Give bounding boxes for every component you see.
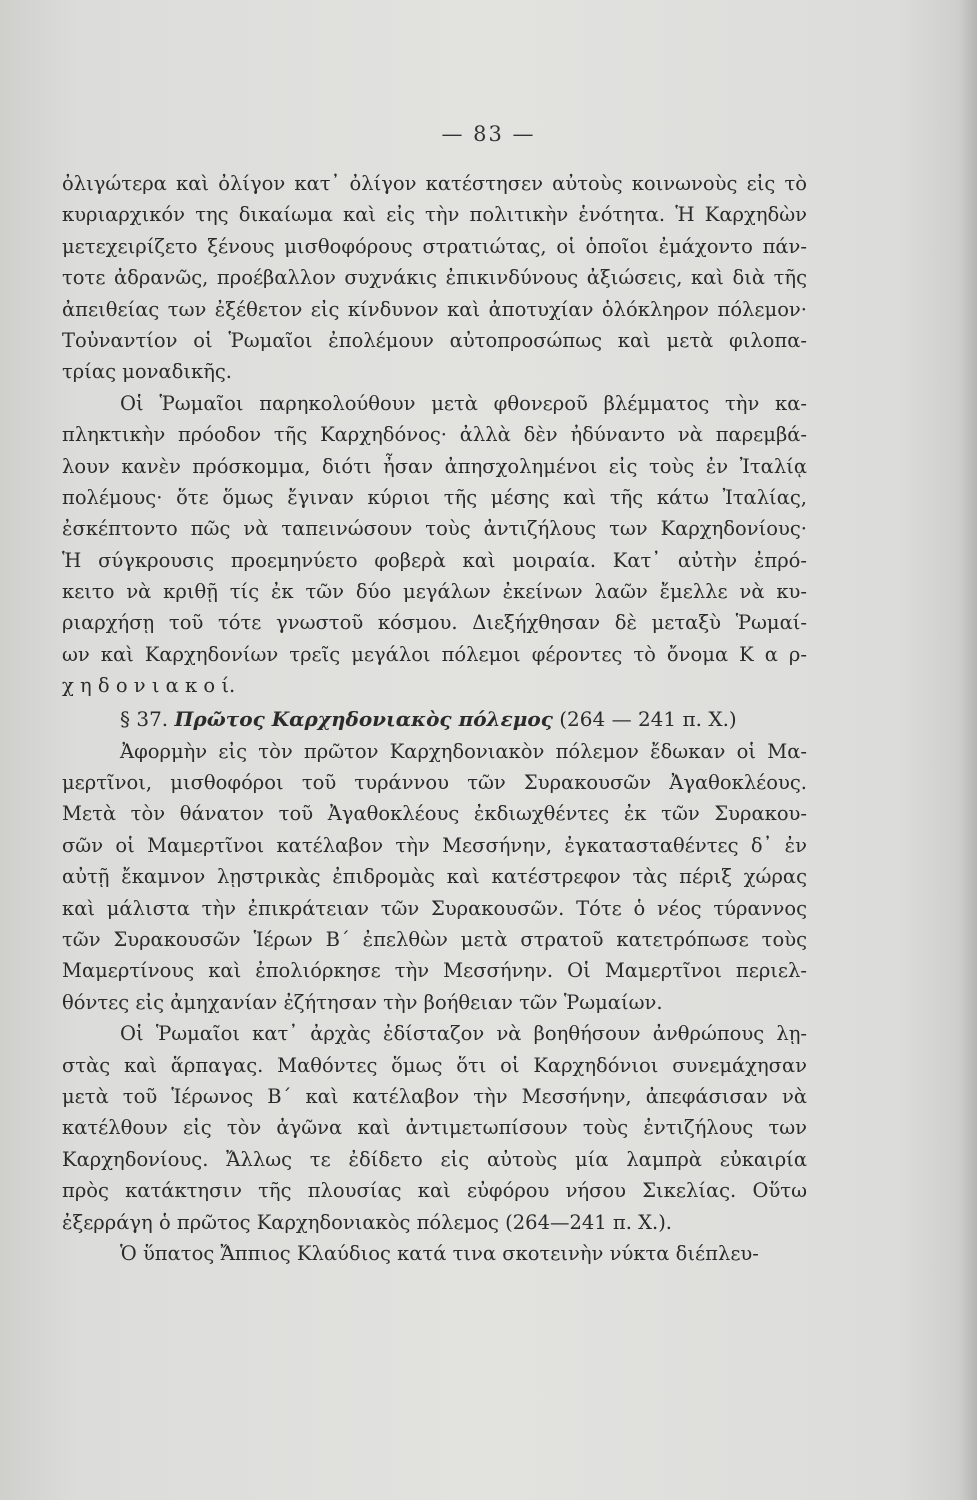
text-line: Οἱ Ῥωμαῖοι παρηκολούθουν μετὰ φθονεροῦ βλέμματος τὴν κα- (120, 391, 807, 415)
text-line: κατέλθουν εἰς τὸν ἀγῶνα καὶ ἀντιμετωπίσουν τοὺς ἐντιζήλους των (62, 1116, 807, 1140)
page-text (62, 168, 807, 1269)
text-line: ἐσκέπτοντο πῶς νὰ ταπεινώσουν τοὺς ἀντιζήλους των Καρχηδονίους· (62, 517, 807, 541)
text-line: μετὰ τοῦ Ἱέρωνος Β΄ καὶ κατέλαβον τὴν Μεσσήνην, ἀπεφάσισαν νὰ (62, 1084, 807, 1108)
text-line: ἀπειθείας των ἐξέθετον εἰς κίνδυνον καὶ ἀποτυχίαν ὁλόκληρον πόλεμον· (62, 297, 807, 321)
page-number: — 83 — (441, 122, 536, 146)
text-line: πρὸς κατάκτησιν τῆς πλουσίας καὶ εὐφόρου νήσου Σικελίας. Οὕτω (62, 1179, 807, 1203)
text-line: τῶν Συρακουσῶν Ἱέρων Β΄ ἐπελθὼν μετὰ στρατοῦ κατετρόπωσε τοὺς (62, 927, 807, 951)
paragraphs-before-section (62, 168, 807, 702)
text-line: στὰς καὶ ἅρπαγας. Μαθόντες ὅμως ὅτι οἱ Καρχηδόνιοι συνεμάχησαν (62, 1053, 807, 1077)
text-line: λουν κανὲν πρόσκομμα, διότι ἦσαν ἀπησχολημένοι εἰς τοὺς ἐν Ἰταλίᾳ (62, 454, 807, 478)
text-line: θόντες εἰς ἀμηχανίαν ἐζήτησαν τὴν βοήθειαν τῶν Ῥωμαίων. (62, 990, 663, 1014)
page-fold-shadow (959, 0, 977, 1500)
section-dates: (264 — 241 π. Χ.) (559, 706, 737, 731)
text-line: Μετὰ τὸν θάνατον τοῦ Ἀγαθοκλέους ἐκδιωχθέντες ἐκ τῶν Συρακου- (62, 802, 807, 826)
text-line: Καρχηδονίους. Ἄλλως τε ἐδίδετο εἰς αὐτοὺς μία λαμπρὰ εὐκαιρία (62, 1147, 807, 1171)
text-line: ἐξερράγη ὁ πρῶτος Καρχηδονιακὸς πόλεμος (264—241 π. Χ.). (62, 1210, 672, 1234)
text-line: ριαρχήσῃ τοῦ τότε γνωστοῦ κόσμου. Διεξήχθησαν δὲ μεταξὺ Ῥωμαί- (62, 611, 807, 635)
text-line: Οἱ Ῥωμαῖοι κατ᾿ ἀρχὰς ἐδίσταζον νὰ βοηθήσουν ἀνθρώπους λῃ- (120, 1022, 807, 1046)
text-line: Ὁ ὕπατος Ἄππιος Κλαύδιος κατά τινα σκοτεινὴν νύκτα διέπλευ- (120, 1241, 759, 1265)
text-line: καὶ μάλιστα τὴν ἐπικράτειαν τῶν Συρακουσῶν. Τότε ὁ νέος τύραννος (62, 896, 807, 920)
text-line: αὐτῇ ἔκαμνον λῃστρικὰς ἐπιδρομὰς καὶ κατέστρεφον τὰς πέριξ χώρας (62, 865, 807, 889)
text-line: Ἡ σύγκρουσις προεμηνύετο φοβερὰ καὶ μοιραία. Κατ᾿ αὐτὴν ἐπρό- (62, 548, 807, 572)
section-heading (62, 702, 807, 736)
section-number: § 37. (120, 706, 169, 731)
text-line: πληκτικὴν πρόοδον τῆς Καρχηδόνος· ἀλλὰ δὲν ἠδύναντο νὰ παρεμβά- (62, 423, 807, 447)
paragraphs-after-section (62, 736, 807, 1270)
text-line: τοτε ἀδρανῶς, προέβαλλον συχνάκις ἐπικινδύνους ἀξιώσεις, καὶ διὰ τῆς (62, 266, 807, 290)
text-line: ὀλιγώτερα καὶ ὀλίγον κατ᾿ ὀλίγον κατέστησεν αὐτοὺς κοινωνοὺς εἰς τὸ (62, 172, 807, 195)
text-line: χ η δ ο ν ι α κ ο ί. (62, 674, 236, 698)
text-line: Ἀφορμὴν εἰς τὸν πρῶτον Καρχηδονιακὸν πόλεμον ἔδωκαν οἱ Μα- (120, 739, 807, 763)
text-line: Τοὐναντίον οἱ Ῥωμαῖοι ἐπολέμουν αὐτοπροσώπως καὶ μετὰ φιλοπα- (62, 328, 807, 352)
text-line: σῶν οἱ Μαμερτῖνοι κατέλαβον τὴν Μεσσήνην, ἐγκατασταθέντες δ᾿ ἐν (62, 833, 807, 857)
text-line: τρίας μοναδικῆς. (62, 360, 232, 384)
text-line: κυριαρχικόν της δικαίωμα καὶ εἰς τὴν πολιτικὴν ἑνότητα. Ἡ Καρχηδὼν (62, 203, 807, 227)
text-line: Μαμερτίνους καὶ ἐπολιόρκησε τὴν Μεσσήνην. Οἱ Μαμερτῖνοι περιελ- (62, 959, 807, 983)
text-line: μετεχειρίζετο ξένους μισθοφόρους στρατιώτας, οἱ ὁποῖοι ἐμάχοντο πάν- (62, 234, 807, 258)
text-line: μερτῖνοι, μισθοφόροι τοῦ τυράννου τῶν Συρακουσῶν Ἀγαθοκλέους. (62, 771, 807, 795)
section-title: Πρῶτος Καρχηδονιακὸς πόλεμος (174, 706, 553, 731)
text-line: κειτο νὰ κριθῇ τίς ἐκ τῶν δύο μεγάλων ἐκείνων λαῶν ἔμελλε νὰ κυ- (62, 580, 807, 604)
text-line: ων καὶ Καρχηδονίων τρεῖς μεγάλοι πόλεμοι φέροντες τὸ ὄνομα Κ α ρ- (62, 642, 807, 666)
text-line: πολέμους· ὅτε ὅμως ἔγιναν κύριοι τῆς μέσης καὶ τῆς κάτω Ἰταλίας, (62, 485, 807, 509)
